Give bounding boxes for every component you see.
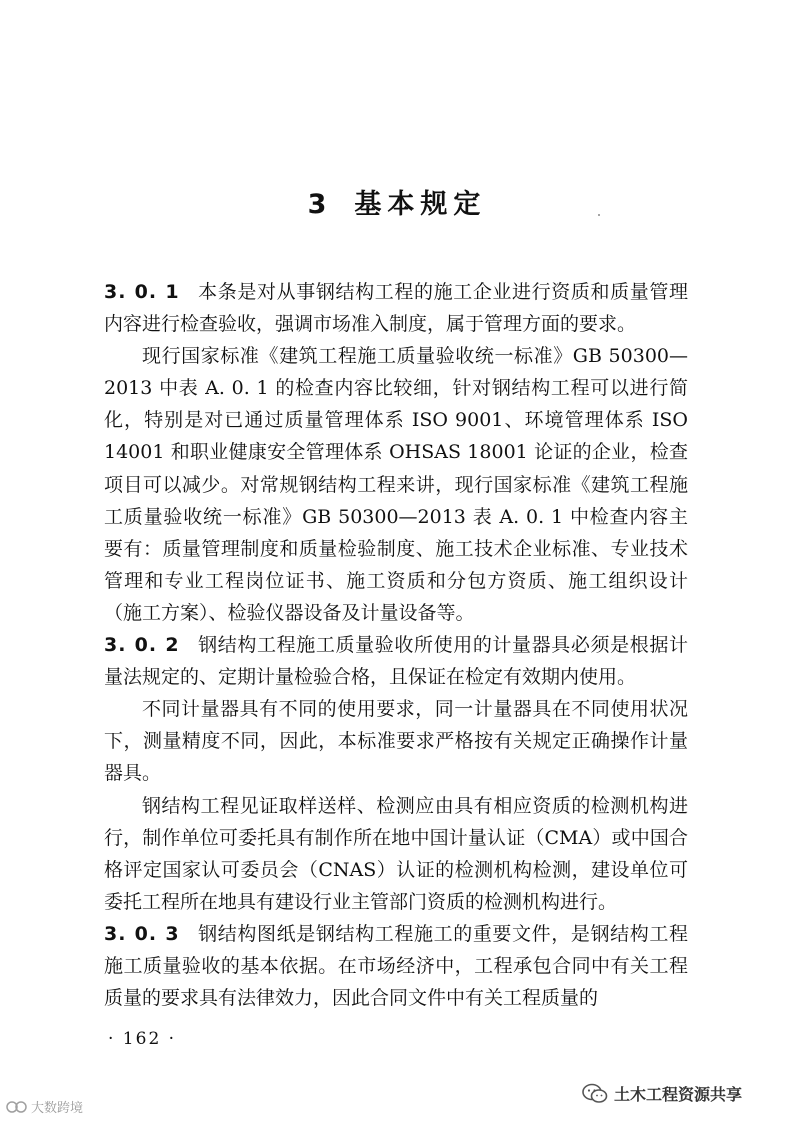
chapter-number: 3 — [307, 189, 333, 220]
watermark-right-text: 土木工程资源共享 — [614, 1085, 743, 1104]
chapter-heading: 基本规定 — [354, 189, 487, 220]
clause-number: 3. 0. 3 — [104, 922, 180, 945]
clause-3-0-1-para-2 — [104, 340, 688, 629]
paragraph-text: 不同计量器具有不同的使用要求，同一计量器具在不同使用状况下，测量精度不同，因此，本标准要求严格按有关规定正确操作计量器具。 — [104, 698, 688, 785]
watermark-right — [582, 1082, 742, 1105]
clause-3-0-2-para-3 — [104, 790, 688, 918]
paragraph-text: 本条是对从事钢结构工程的施工企业进行资质和质量管理内容进行检查验收，强调市场准入制度，属于管理方面的要求。 — [104, 281, 688, 336]
clause-number: 3. 0. 1 — [104, 281, 180, 303]
body-text — [104, 276, 688, 1014]
wechat-icon — [582, 1083, 608, 1105]
clause-number: 3. 0. 2 — [104, 634, 180, 657]
watermark-left-text: 大数跨境 — [31, 1101, 84, 1116]
chapter-title — [0, 182, 794, 221]
paragraph-text: 钢结构工程见证取样送样、检测应由具有相应资质的检测机构进行，制作单位可委托具有制作所在地中国计量认证（CMA）或中国合格评定国家认可委员会（CNAS）认证的检测机构检测，建设单位可委托工程所在地具有建设行业主管部门资质的检测机构进行。 — [104, 794, 688, 913]
watermark-left — [6, 1097, 83, 1116]
brand-logo-icon — [6, 1100, 28, 1114]
clause-3-0-1-para-1 — [104, 276, 688, 340]
clause-3-0-2-para-1 — [104, 629, 688, 693]
clause-3-0-2-para-2 — [104, 693, 688, 789]
paragraph-text: 现行国家标准《建筑工程施工质量验收统一标准》GB 50300—2013 中表 A. 0. 1 的检查内容比较细，针对钢结构工程可以进行简化，特别是对已通过质量管理体系 ISO 9001、环境管理体系 ISO 14001 和职业健康安全管理体系 OHSAS 18001 论证的企业，检查项目可以减少。对常规钢结构工程来讲，现行国家标准《建筑工程施工质量验收统一标准》GB 50300—2013 表 A. 0. 1 中检查内容主要有：质量管理制度和质量检验制度、施工技术企业标准、专业技术管理和专业工程岗位证书、施工资质和分包方资质、施工组织设计（施工方案）、检验仪器设备及计量设备等。 — [104, 345, 688, 624]
page-number: · 162 · — [108, 1029, 177, 1049]
paragraph-text: 钢结构工程施工质量验收所使用的计量器具必须是根据计量法规定的、定期计量检验合格，且保证在检定有效期内使用。 — [104, 634, 688, 689]
paragraph-text: 钢结构图纸是钢结构工程施工的重要文件，是钢结构工程施工质量验收的基本依据。在市场经济中，工程承包合同中有关工程质量的要求具有法律效力，因此合同文件中有关工程质量的 — [104, 922, 688, 1010]
clause-3-0-3-para-1 — [104, 918, 688, 1014]
